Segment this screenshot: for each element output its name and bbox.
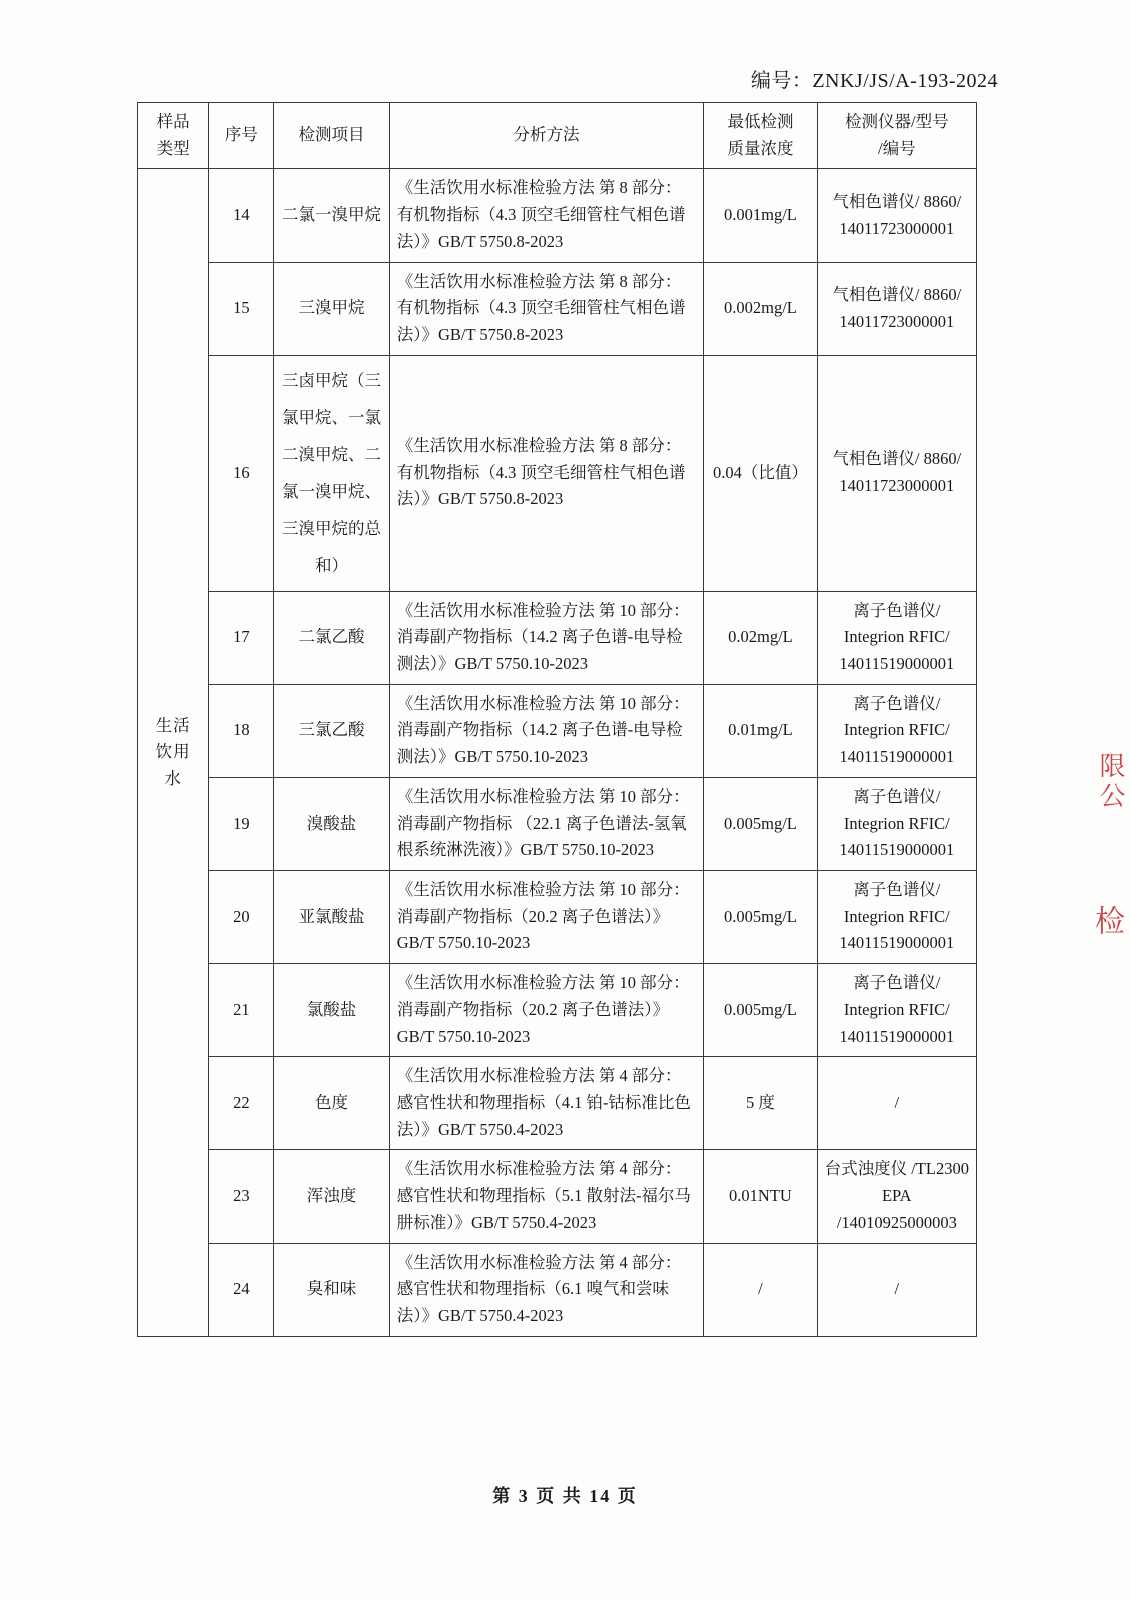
table-header: [138, 103, 977, 169]
cell-index: 15: [209, 262, 274, 355]
cell-instrument: 台式浊度仪 /TL2300 EPA /14010925000003: [817, 1150, 976, 1243]
cell-sample-type: 生活 饮用 水: [138, 169, 209, 1336]
cell-instrument: 离子色谱仪/ Integrion RFIC/ 14011519000001: [817, 684, 976, 777]
cell-method: 《生活饮用水标准检验方法 第 8 部分：有机物指标（4.3 顶空毛细管柱气相色谱法）》GB/T 5750.8-2023: [389, 262, 704, 355]
table-header-row: [138, 103, 977, 169]
cell-item: 二氯乙酸: [274, 591, 389, 684]
column-header-limit: [704, 103, 817, 169]
table-row: [138, 684, 977, 777]
cell-instrument: 离子色谱仪/ Integrion RFIC/ 14011519000001: [817, 591, 976, 684]
table-row: [138, 355, 977, 591]
cell-item: 二氯一溴甲烷: [274, 169, 389, 262]
cell-item: 氯酸盐: [274, 964, 389, 1057]
cell-limit: 0.04（比值）: [704, 355, 817, 591]
cell-index: 22: [209, 1057, 274, 1150]
column-header-instrument: [817, 103, 976, 169]
cell-item: 三卤甲烷（三氯甲烷、一氯二溴甲烷、二氯一溴甲烷、三溴甲烷的总和）: [274, 355, 389, 591]
cell-method: 《生活饮用水标准检验方法 第 10 部分：消毒副产物指标（14.2 离子色谱-电导检测法）》GB/T 5750.10-2023: [389, 591, 704, 684]
table-body: [138, 169, 977, 1336]
cell-instrument: /: [817, 1057, 976, 1150]
cell-limit: 0.02mg/L: [704, 591, 817, 684]
column-header-sample-type-line2: 类型: [156, 138, 190, 158]
column-header-instrument-line2: /编号: [877, 138, 916, 158]
column-header-sample-type: [138, 103, 209, 169]
table-row: [138, 169, 977, 262]
cell-index: 17: [209, 591, 274, 684]
cell-limit: /: [704, 1243, 817, 1336]
cell-item: 浑浊度: [274, 1150, 389, 1243]
cell-method: 《生活饮用水标准检验方法 第 10 部分：消毒副产物指标（20.2 离子色谱法）》GB/T 5750.10-2023: [389, 870, 704, 963]
cell-limit: 0.005mg/L: [704, 964, 817, 1057]
table-row: [138, 1243, 977, 1336]
cell-instrument: 离子色谱仪/ Integrion RFIC/ 14011519000001: [817, 777, 976, 870]
cell-limit: 0.01NTU: [704, 1150, 817, 1243]
red-seal-fragment-lower: 检: [1090, 905, 1123, 935]
test-items-table: [137, 102, 977, 1337]
cell-method: 《生活饮用水标准检验方法 第 8 部分：有机物指标（4.3 顶空毛细管柱气相色谱法）》GB/T 5750.8-2023: [389, 355, 704, 591]
column-header-instrument-line1: 检测仪器/型号: [844, 112, 949, 131]
cell-method: 《生活饮用水标准检验方法 第 4 部分：感官性状和物理指标（4.1 铂-钴标准比色法）》GB/T 5750.4-2023: [389, 1057, 704, 1150]
column-header-item: 检测项目: [274, 103, 389, 169]
cell-index: 24: [209, 1243, 274, 1336]
cell-instrument: 离子色谱仪/ Integrion RFIC/ 14011519000001: [817, 964, 976, 1057]
cell-item: 溴酸盐: [274, 777, 389, 870]
cell-instrument: 气相色谱仪/ 8860/ 14011723000001: [817, 169, 976, 262]
red-seal-fragment-upper: 限公: [1096, 752, 1125, 812]
table-row: [138, 777, 977, 870]
cell-method: 《生活饮用水标准检验方法 第 10 部分：消毒副产物指标（14.2 离子色谱-电导检测法）》GB/T 5750.10-2023: [389, 684, 704, 777]
page-footer: 第 3 页 共 14 页: [492, 1486, 638, 1506]
cell-limit: 5 度: [704, 1057, 817, 1150]
column-header-limit-line1: 最低检测: [727, 112, 794, 131]
table-row: [138, 591, 977, 684]
cell-limit: 0.005mg/L: [704, 777, 817, 870]
table-row: [138, 964, 977, 1057]
cell-item: 色度: [274, 1057, 389, 1150]
table-row: [138, 870, 977, 963]
cell-index: 19: [209, 777, 274, 870]
cell-limit: 0.01mg/L: [704, 684, 817, 777]
cell-method: 《生活饮用水标准检验方法 第 4 部分：感官性状和物理指标（6.1 嗅气和尝味法）》GB/T 5750.4-2023: [389, 1243, 704, 1336]
column-header-sample-type-line1: 样品: [156, 112, 190, 131]
cell-index: 23: [209, 1150, 274, 1243]
cell-index: 18: [209, 684, 274, 777]
cell-limit: 0.001mg/L: [704, 169, 817, 262]
cell-index: 21: [209, 964, 274, 1057]
table-row: [138, 1150, 977, 1243]
cell-instrument: 离子色谱仪/ Integrion RFIC/ 14011519000001: [817, 870, 976, 963]
cell-index: 20: [209, 870, 274, 963]
cell-item: 亚氯酸盐: [274, 870, 389, 963]
cell-method: 《生活饮用水标准检验方法 第 4 部分：感官性状和物理指标（5.1 散射法-福尔马肼标准）》GB/T 5750.4-2023: [389, 1150, 704, 1243]
table-row: [138, 262, 977, 355]
cell-item: 三氯乙酸: [274, 684, 389, 777]
column-header-index: 序号: [209, 103, 274, 169]
cell-instrument: /: [817, 1243, 976, 1336]
document-number: 编号：ZNKJ/JS/A-193-2024: [750, 70, 998, 92]
cell-index: 16: [209, 355, 274, 591]
cell-index: 14: [209, 169, 274, 262]
cell-method: 《生活饮用水标准检验方法 第 10 部分：消毒副产物指标（20.2 离子色谱法）》GB/T 5750.10-2023: [389, 964, 704, 1057]
cell-method: 《生活饮用水标准检验方法 第 10 部分：消毒副产物指标 （22.1 离子色谱法-氢氧根系统淋洗液）》GB/T 5750.10-2023: [389, 777, 704, 870]
cell-item: 臭和味: [274, 1243, 389, 1336]
cell-limit: 0.005mg/L: [704, 870, 817, 963]
cell-item: 三溴甲烷: [274, 262, 389, 355]
cell-instrument: 气相色谱仪/ 8860/ 14011723000001: [817, 355, 976, 591]
cell-limit: 0.002mg/L: [704, 262, 817, 355]
column-header-limit-line2: 质量浓度: [727, 138, 794, 158]
column-header-method: 分析方法: [389, 103, 704, 169]
table-row: [138, 1057, 977, 1150]
cell-method: 《生活饮用水标准检验方法 第 8 部分：有机物指标（4.3 顶空毛细管柱气相色谱法）》GB/T 5750.8-2023: [389, 169, 704, 262]
cell-instrument: 气相色谱仪/ 8860/ 14011723000001: [817, 262, 976, 355]
